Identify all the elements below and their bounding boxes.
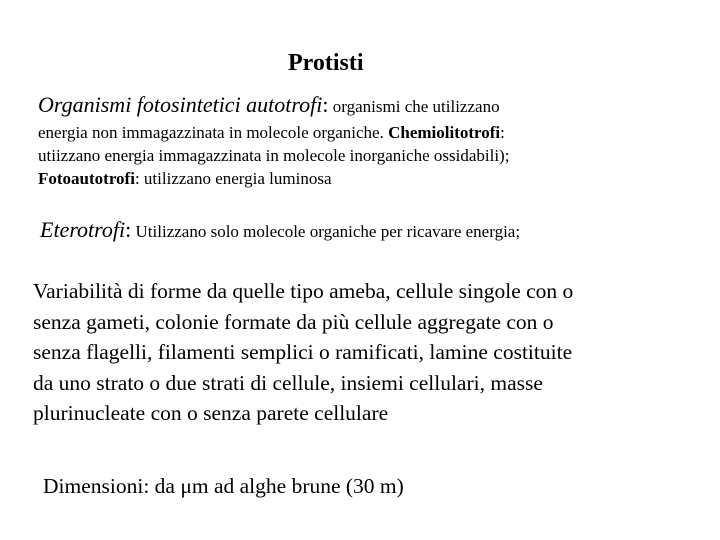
heterotrophs-colon: :: [125, 217, 132, 242]
autotrophs-line-4: [38, 167, 509, 190]
fotoautotrofi-term: Fotoautotrofi: [38, 169, 135, 188]
autotrophs-line-2-text: energia non immagazzinata in molecole organiche.: [38, 123, 389, 142]
autotrophs-line-2-colon: :: [500, 123, 505, 142]
variability-line: plurinucleate con o senza parete cellulare: [33, 401, 389, 425]
autotrophs-colon: :: [322, 92, 329, 117]
autotrophs-term: Organismi fotosintetici autotrofi: [38, 92, 323, 117]
heterotrophs-term: Eterotrofi: [40, 217, 126, 242]
autotrophs-line-3: utiizzano energia immagazzinata in molecole inorganiche ossidabili);: [38, 146, 510, 165]
chemiolitotrofi-term: Chemiolitotrofi: [388, 123, 501, 142]
autotrophs-line-2: [38, 121, 509, 144]
variability-line: da uno strato o due strati di cellule, insiemi cellulari, masse: [33, 370, 543, 395]
variability-paragraph: [33, 276, 573, 429]
autotrophs-line-1: [38, 91, 509, 121]
variability-line: senza gameti, colonie formate da più cellule aggregate con o: [33, 309, 554, 334]
variability-line: senza flagelli, filamenti semplici o ramificati, lamine costituite: [33, 340, 573, 364]
autotrophs-paragraph: [38, 91, 509, 190]
page-title: Protisti: [288, 50, 364, 76]
heterotrophs-paragraph: [40, 217, 520, 243]
dimensions-line: Dimensioni: da μm ad alghe brune (30 m): [43, 474, 404, 498]
autotrophs-line-1-rest: organismi che utilizzano: [328, 97, 500, 116]
heterotrophs-text: Utilizzano solo molecole organiche per ricavare energia;: [131, 222, 521, 241]
variability-line: Variabilità di forme da quelle tipo ameba, cellule singole con o: [33, 279, 574, 303]
autotrophs-line-4-text: : utilizzano energia luminosa: [134, 169, 332, 188]
